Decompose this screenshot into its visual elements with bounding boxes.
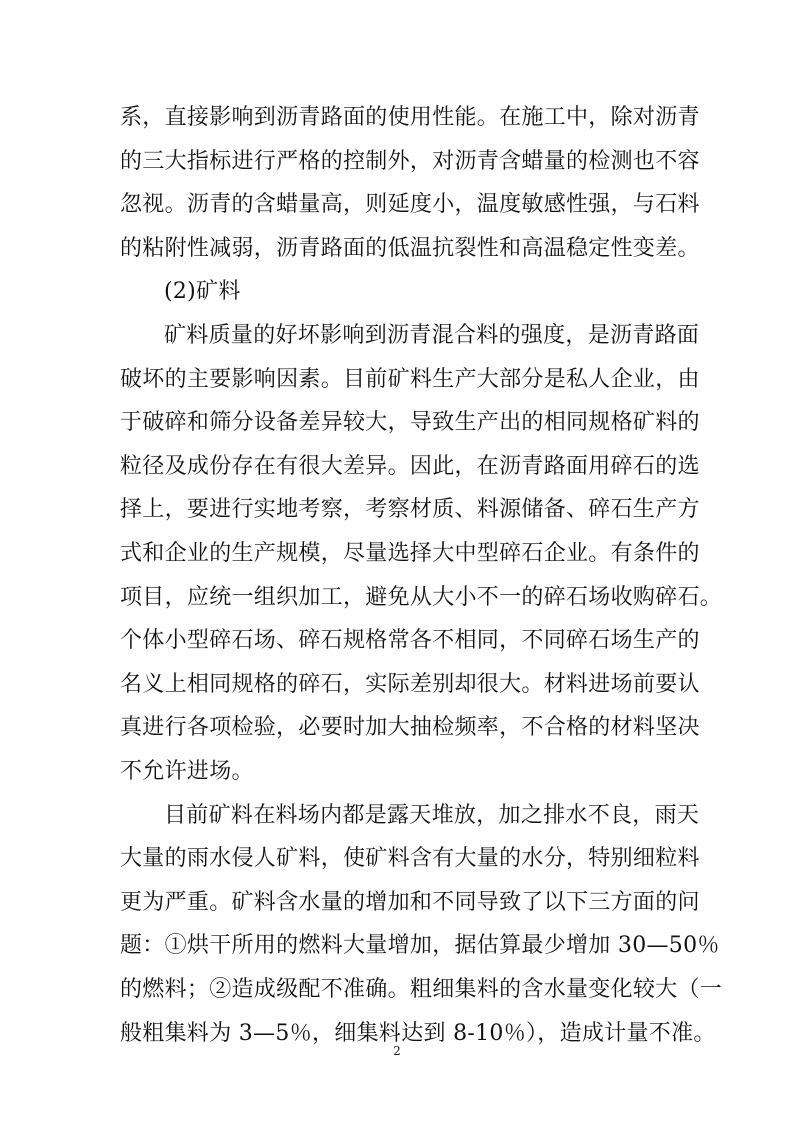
text-line: 矿料质量的好坏影响到沥青混合料的强度，是沥青路面	[164, 323, 700, 348]
text-line: 式和企业的生产规模，尽量选择大中型碎石企业。有条件的	[120, 541, 700, 566]
text-line: 不允许进场。	[120, 759, 254, 784]
text-line: 的三大指标进行严格的控制外，对沥青含蜡量的检测也不容	[120, 149, 700, 174]
text-line: 粒径及成份存在有很大差异。因此，在沥青路面用碎石的选	[120, 454, 700, 479]
text-line: 择上，要进行实地考察，考察材质、料源储备、碎石生产方	[120, 497, 700, 522]
page-number: 2	[393, 1044, 401, 1058]
section-heading: (2)矿料	[164, 279, 241, 304]
text-line: 的燃料；②造成级配不准确。粗细集料的含水量变化较大（一	[120, 977, 723, 1002]
text-line: 真进行各项检验，必要时加大抽检频率，不合格的材料坚决	[120, 715, 700, 740]
text-line: 项目，应统一组织加工，避免从大小不一的碎石场收购碎石。	[120, 585, 723, 610]
text-line: 于破碎和筛分设备差异较大，导致生产出的相同规格矿料的	[120, 410, 700, 435]
text-line: 的粘附性减弱，沥青路面的低温抗裂性和高温稳定性变差。	[120, 236, 700, 261]
text-line: 破坏的主要影响因素。目前矿料生产大部分是私人企业，由	[120, 367, 700, 392]
text-line: 般粗集料为 3—5％，细集料达到 8-10％），造成计量不准。	[120, 1021, 716, 1046]
text-line: 忽视。沥青的含蜡量高，则延度小，温度敏感性强，与石料	[120, 192, 700, 217]
text-line: 更为严重。矿料含水量的增加和不同导致了以下三方面的问	[120, 890, 700, 915]
text-line: 目前矿料在料场内都是露天堆放，加之排水不良，雨天	[164, 803, 700, 828]
text-line: 大量的雨水侵人矿料，使矿料含有大量的水分，特别细粒料	[120, 846, 700, 871]
text-line: 个体小型碎石场、碎石规格常各不相同，不同碎石场生产的	[120, 628, 700, 653]
text-line: 名义上相同规格的碎石，实际差别却很大。材料进场前要认	[120, 672, 700, 697]
text-line: 系，直接影响到沥青路面的使用性能。在施工中，除对沥青	[120, 105, 700, 130]
text-line: 题：①烘干所用的燃料大量增加，据估算最少增加 30—50％	[120, 933, 720, 958]
